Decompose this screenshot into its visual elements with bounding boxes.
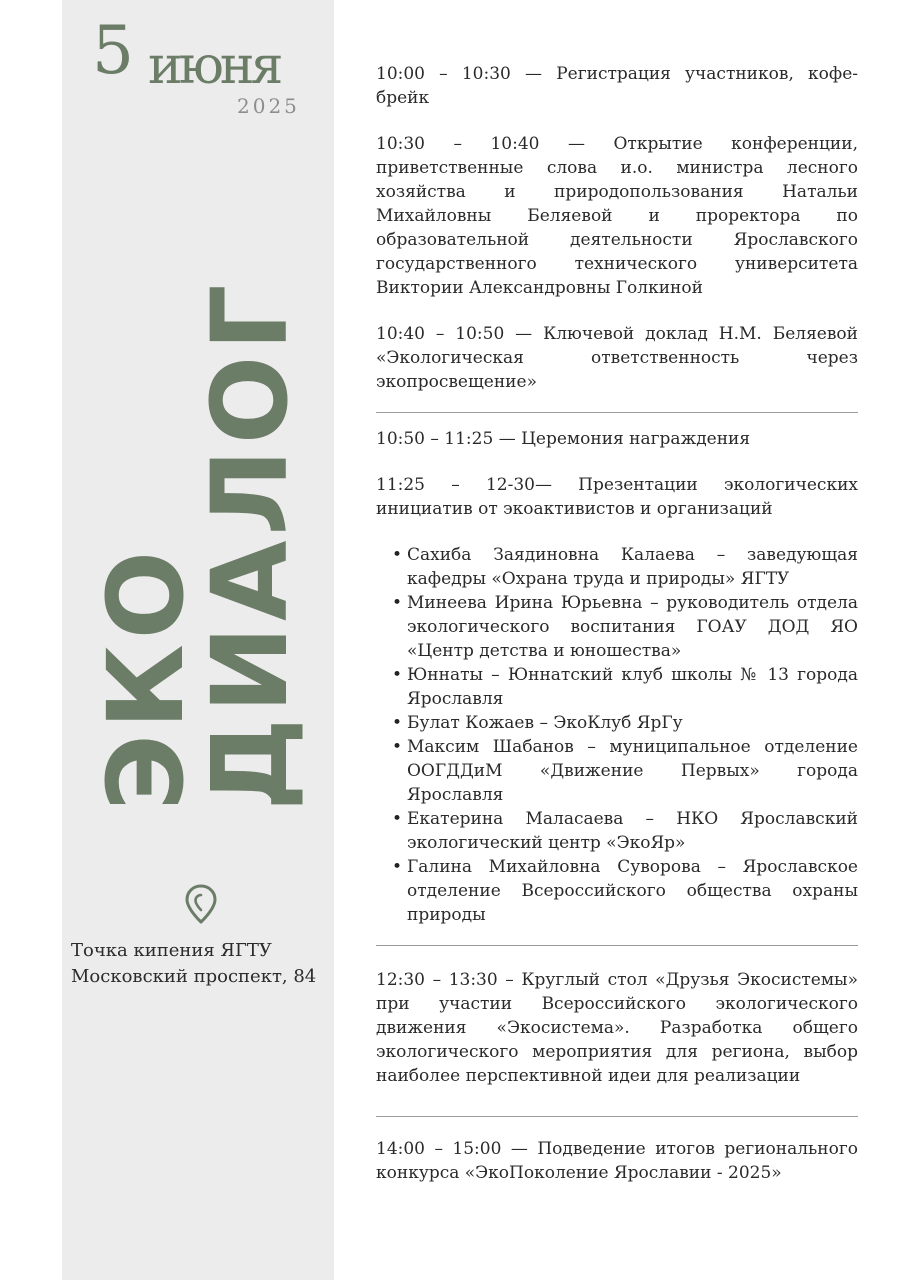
- list-item: • Булат Кожаев – ЭкоКлуб ЯрГу: [376, 711, 858, 735]
- list-item: • Сахиба Заядиновна Калаева – заведующая кафедры «Охрана труда и природы» ЯГТУ: [376, 543, 858, 591]
- schedule-item: 12:30 – 13:30 – Круглый стол «Друзья Экосистемы» при участии Всероссийского экологического движения «Экосистема». Разработка общего экологического мероприятия для региона, выбор наиболее перспективной идеи для реализации: [376, 970, 858, 1086]
- schedule-item: 10:40 – 10:50 — Ключевой доклад Н.М. Беляевой «Экологическая ответственность через экопросвещение»: [376, 324, 858, 392]
- schedule-item: 14:00 – 15:00 — Подведение итогов регионального конкурса «ЭкоПоколение Ярославии - 2025»: [376, 1139, 858, 1183]
- event-title: [85, 279, 311, 811]
- schedule-item: 11:25 – 12-30— Презентации экологических инициатив от экоактивистов и организаций: [376, 475, 858, 519]
- divider: [376, 945, 858, 946]
- schedule-item: 10:50 – 11:25 — Церемония награждения: [376, 429, 751, 449]
- schedule-item: 10:00 – 10:30 — Регистрация участников, кофе-брейк: [376, 64, 858, 108]
- date-day: 5: [92, 12, 133, 89]
- list-item: • Юннаты – Юннатский клуб школы № 13 города Ярославля: [376, 663, 858, 711]
- date-month: июня: [148, 36, 280, 96]
- list-item: • Максим Шабанов – муниципальное отделение ООГДДиМ «Движение Первых» города Ярославля: [376, 735, 858, 807]
- location-pin-icon: [184, 884, 218, 924]
- schedule: [376, 62, 858, 1207]
- list-item: • Галина Михайловна Суворова – Ярославское отделение Всероссийского общества охраны природы: [376, 855, 858, 927]
- venue-address: Московский проспект, 84: [71, 966, 317, 987]
- event-title-line2: ДИАЛОГ: [189, 279, 311, 811]
- venue-name: Точка кипения ЯГТУ: [71, 940, 272, 961]
- list-item: • Екатерина Маласаева – НКО Ярославский экологический центр «ЭкоЯр»: [376, 807, 858, 855]
- event-title-line1: ЭКО: [85, 545, 207, 811]
- event-location: [71, 938, 316, 990]
- divider: [376, 1116, 858, 1117]
- presenters-list: [376, 543, 858, 927]
- schedule-item: 10:30 – 10:40 — Открытие конференции, приветственные слова и.о. министра лесного хозяйства и природопользования Натальи Михайловны Беляевой и проректора по образовательной деятельности Ярославского государственного технического университета Виктории Александровны Голкиной: [376, 134, 858, 298]
- divider: [376, 412, 858, 413]
- date-year: 2025: [237, 94, 300, 118]
- list-item: • Минеева Ирина Юрьевна – руководитель отдела экологического воспитания ГОАУ ДОД ЯО «Центр детства и юношества»: [376, 591, 858, 663]
